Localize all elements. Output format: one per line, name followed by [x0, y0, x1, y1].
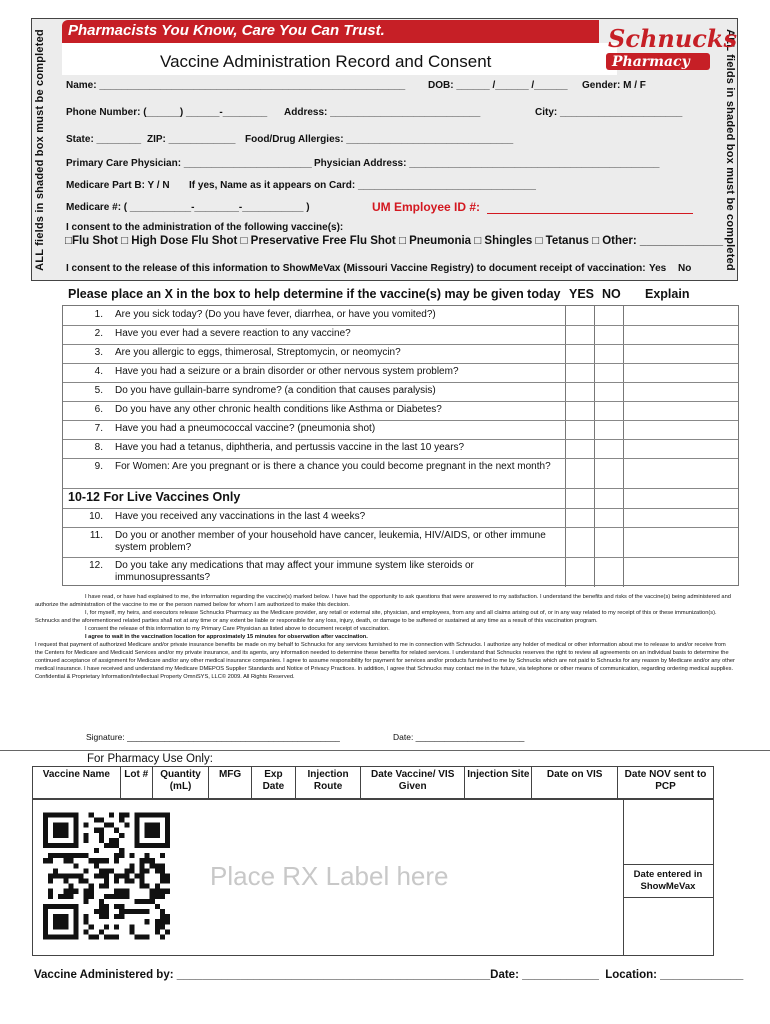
- answer-yes-cell[interactable]: [566, 420, 594, 439]
- release-no-option[interactable]: No: [678, 263, 692, 274]
- schnucks-pharmacy-logo: [596, 20, 738, 74]
- um-employee-id-label: UM Employee ID #:: [372, 200, 481, 214]
- legal-paragraph: I request that payment of authorized Medicare and/or private insurance benefits be made on my behalf to Schnucks for any services furnished to me in connection with Schnucks. I authorize any holder of medical or other information about me to release to and/or receive from the Centers for Medicare and Medicaid Services and/or my private insurance, and its agents, any information needed to determine these benefits for related services. I understand that Schnucks reserves the right to review all agreements on an individual basis to determine the continued acceptance of assignment for Medicare and/or any other medical insurance companies. I agree to assume responsibility for payment for services and/or products furnished to me by Schnucks which are not paid to Schnucks for any reason by Medicare and/or any other medical insurance. I have received and understand my Medicare DMEPOS Supplier Standards and Notice of Privacy Practices. In addition, I agree that Schnucks may contact me in the future, via telephone or other means of communication, regarding ordering medical supplies. Confidential & Proprietary Information/Intellectual Property OmniSYS, LLC© 2009. All Rights Reserved.: [35, 642, 735, 680]
- qr-code-icon: [43, 809, 170, 943]
- answer-no-cell[interactable]: [595, 401, 623, 420]
- grid-row-line: [63, 488, 738, 489]
- question-number: 6.: [94, 404, 103, 415]
- address-field[interactable]: Address: ___________________________: [284, 107, 481, 118]
- legal-paragraph: I have read, or have had explained to me, the information regarding the vaccine(s) marked below. I have had the opportunity to ask questions that were answered to my satisfaction. I understand the benefits and risks of the vaccine(s) being administered and authorize the administration of the vaccine to me or the person named below for whom I am authorized to make this decision.: [35, 594, 731, 608]
- side-note-left: ALL fields in shaded box must be completed: [34, 29, 46, 271]
- city-field[interactable]: City: ______________________: [535, 107, 683, 118]
- question-text: Have you received any vaccinations in the last 4 weeks?: [115, 511, 366, 522]
- dob-field[interactable]: DOB: ______ /______ /______: [428, 80, 568, 91]
- answer-no-cell[interactable]: [595, 344, 623, 363]
- question-number: 10.: [89, 511, 103, 522]
- answer-explain-cell[interactable]: [624, 382, 738, 401]
- name-field[interactable]: Name: _______________________________________________________: [66, 80, 406, 91]
- pharmacy-table-header: [32, 766, 714, 799]
- col-yes-header: YES: [569, 287, 595, 301]
- date-entered-showmevax[interactable]: Date entered in ShowMeVax: [623, 864, 713, 898]
- answer-yes-cell[interactable]: [566, 363, 594, 382]
- answer-explain-cell[interactable]: [624, 527, 738, 557]
- consent-admin-text: I consent to the administration of the following vaccine(s):: [66, 222, 344, 233]
- answer-yes-cell[interactable]: [566, 557, 594, 587]
- question-number: 4.: [94, 366, 103, 377]
- allergies-field[interactable]: Food/Drug Allergies: ______________________________: [245, 134, 514, 145]
- gender-field[interactable]: Gender: M / F: [582, 80, 646, 91]
- live-vaccines-title: 10-12 For Live Vaccines Only: [68, 490, 241, 504]
- question-text: Do you have any other chronic health conditions like Asthma or Diabetes?: [115, 404, 442, 415]
- question-number: 9.: [94, 461, 103, 472]
- question-text: Do you have gullain-barre syndrome? (a condition that causes paralysis): [115, 385, 436, 396]
- card-name-field[interactable]: If yes, Name as it appears on Card: ________________________________: [189, 180, 536, 191]
- answer-explain-cell[interactable]: [624, 439, 738, 458]
- answer-yes-cell[interactable]: [566, 325, 594, 344]
- question-text: Have you had a seizure or a brain disorder or other nervous system problem?: [115, 366, 459, 377]
- answer-no-cell[interactable]: [595, 420, 623, 439]
- col-injection-site: Injection Site: [465, 767, 532, 799]
- col-date-vis-given: Date Vaccine/ VIS Given: [361, 767, 465, 799]
- answer-yes-cell[interactable]: [566, 508, 594, 527]
- pharmacy-divider: [0, 750, 770, 751]
- answer-no-cell[interactable]: [595, 557, 623, 587]
- question-number: 5.: [94, 385, 103, 396]
- answer-no-cell[interactable]: [595, 508, 623, 527]
- pharmacy-use-label: For Pharmacy Use Only:: [87, 753, 213, 765]
- answer-yes-cell[interactable]: [566, 306, 594, 325]
- legal-paragraph: I, for myself, my heirs, and executors release Schnucks Pharmacy as the Medicare provider, any retail or external site, physician, and employees, from any and all claims arising out of, or in any way related to my receipt of this or these immunization(s). Schnucks and the aforementioned related parties shall not at any time or any extent be liable or responsible for any loss, injury, death, or damage to be suffered or sustained at any time as a result of this vaccination program.: [35, 610, 717, 624]
- answer-no-cell[interactable]: [595, 325, 623, 344]
- um-employee-id-input[interactable]: [487, 213, 693, 214]
- answer-no-cell[interactable]: [595, 382, 623, 401]
- col-date-on-vis: Date on VIS: [532, 767, 618, 799]
- answer-explain-cell[interactable]: [624, 401, 738, 420]
- col-exp-date: Exp Date: [251, 767, 295, 799]
- question-number: 1.: [94, 309, 103, 320]
- logo-plate: [606, 53, 710, 70]
- signature-field[interactable]: Signature: _____________________________________________: [86, 732, 340, 742]
- answer-explain-cell[interactable]: [624, 508, 738, 527]
- tagline-text: Pharmacists You Know, Care You Can Trust.: [68, 22, 385, 39]
- col-vaccine-name: Vaccine Name: [33, 767, 121, 799]
- col-mfg: MFG: [209, 767, 251, 799]
- answer-explain-cell[interactable]: [624, 363, 738, 382]
- question-number: 7.: [94, 423, 103, 434]
- question-number: 11.: [89, 530, 103, 541]
- answer-explain-cell[interactable]: [624, 306, 738, 325]
- question-number: 8.: [94, 442, 103, 453]
- administered-by-field[interactable]: Vaccine Administered by: _________________________________________________: [34, 969, 491, 981]
- answer-explain-cell[interactable]: [624, 458, 738, 488]
- col-date-nov-sent: Date NOV sent to PCP: [618, 767, 714, 799]
- answer-no-cell[interactable]: [595, 458, 623, 488]
- question-number: 3.: [94, 347, 103, 358]
- pcp-field[interactable]: Primary Care Physician: _______________________: [66, 158, 312, 169]
- question-text: Do you or another member of your household have cancer, leukemia, HIV/AIDS, or other immune system problem?: [115, 530, 546, 553]
- answer-no-cell[interactable]: [595, 439, 623, 458]
- state-field[interactable]: State: ________: [66, 134, 142, 145]
- answer-explain-cell[interactable]: [624, 557, 738, 587]
- logo-line2: Pharmacy: [612, 54, 690, 70]
- logo-line1: Schnucks: [608, 24, 738, 53]
- answer-yes-cell[interactable]: [566, 382, 594, 401]
- vaccine-checkboxes[interactable]: □Flu Shot □ High Dose Flu Shot □ Preservative Free Flu Shot □ Pneumonia □ Shingles □ Tetanus □ Other: _____________: [65, 235, 724, 247]
- answer-explain-cell[interactable]: [624, 420, 738, 439]
- footer-location-field[interactable]: Location: _____________: [605, 969, 744, 981]
- side-note-right: ALL fields in shaded box must be completed: [724, 29, 736, 271]
- answer-yes-cell[interactable]: [566, 458, 594, 488]
- question-number: 12.: [89, 560, 103, 571]
- consent-release-text: I consent to the release of this information to ShowMeVax (Missouri Vaccine Registry) to document receipt of vaccination:: [66, 263, 646, 274]
- answer-yes-cell[interactable]: [566, 527, 594, 557]
- signature-date-field[interactable]: Date: _______________________: [393, 732, 525, 742]
- tagline-banner: [62, 20, 599, 43]
- question-text: Have you had a tetanus, diphtheria, and pertussis vaccine in the last 10 years?: [115, 442, 465, 453]
- document-title: Vaccine Administration Record and Consent: [160, 52, 492, 71]
- medicare-number-field[interactable]: Medicare #: ( ___________-________-___________ ): [66, 202, 310, 213]
- phone-field[interactable]: Phone Number: (______) ______-________: [66, 107, 268, 118]
- question-text: Have you had a pneumococcal vaccine? (pneumonia shot): [115, 423, 376, 434]
- col-explain-header: Explain: [645, 287, 690, 301]
- answer-yes-cell[interactable]: [566, 344, 594, 363]
- question-text: For Women: Are you pregnant or is there a chance you could become pregnant in the next month?: [115, 461, 551, 472]
- question-text: Do you take any medications that may affect your immune system like steroids or immunosupressants?: [115, 560, 474, 583]
- col-lot: Lot #: [120, 767, 152, 799]
- legal-text: [35, 593, 735, 681]
- footer-date-field[interactable]: Date: ____________: [490, 969, 599, 981]
- release-yes-option[interactable]: Yes: [649, 263, 667, 274]
- rx-label-placeholder: Place RX Label here: [210, 861, 449, 891]
- legal-paragraph: I agree to wait in the vaccination location for approximately 15 minutes for observation after vaccination.: [85, 634, 368, 640]
- col-no-header: NO: [602, 287, 621, 301]
- answer-no-cell[interactable]: [595, 363, 623, 382]
- question-number: 2.: [94, 328, 103, 339]
- answer-no-cell[interactable]: [595, 306, 623, 325]
- questions-title: Please place an X in the box to help determine if the vaccine(s) may be given today: [68, 287, 561, 301]
- answer-explain-cell[interactable]: [624, 325, 738, 344]
- answer-yes-cell[interactable]: [566, 401, 594, 420]
- answer-yes-cell[interactable]: [566, 439, 594, 458]
- answer-no-cell[interactable]: [595, 527, 623, 557]
- answer-explain-cell[interactable]: [624, 344, 738, 363]
- question-text: Are you allergic to eggs, thimerosal, Streptomycin, or neomycin?: [115, 347, 401, 358]
- legal-paragraph: I consent the release of this information to my Primary Care Physician as listed above to document receipt of vaccination.: [85, 626, 390, 632]
- rx-label-area: [32, 799, 714, 956]
- zip-field[interactable]: ZIP: ____________: [147, 134, 236, 145]
- questions-grid: [62, 305, 739, 586]
- col-injection-route: Injection Route: [296, 767, 361, 799]
- medicare-partb-field[interactable]: Medicare Part B: Y / N: [66, 180, 170, 191]
- question-text: Have you ever had a severe reaction to any vaccine?: [115, 328, 351, 339]
- col-quantity: Quantity (mL): [152, 767, 209, 799]
- administered-by-line: [34, 969, 743, 981]
- question-text: Are you sick today? (Do you have fever, diarrhea, or have you vomited?): [115, 309, 436, 320]
- pcp-address-field[interactable]: Physician Address: _____________________________________________: [314, 158, 660, 169]
